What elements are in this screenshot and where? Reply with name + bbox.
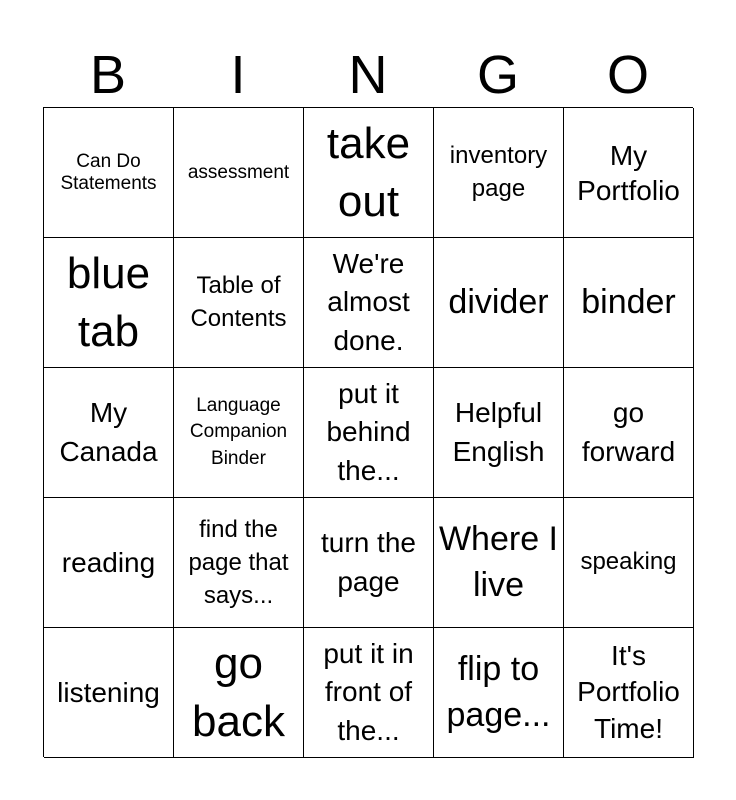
bingo-cell[interactable] [44, 498, 174, 628]
header-letter-n: N [348, 45, 388, 105]
bingo-cell[interactable] [304, 498, 434, 628]
bingo-cell[interactable] [304, 108, 434, 238]
bingo-cell[interactable] [434, 238, 564, 368]
bingo-header [43, 44, 693, 106]
bingo-cell[interactable] [304, 368, 434, 498]
bingo-cell[interactable] [44, 108, 174, 238]
cell-text: My Canada [59, 396, 158, 467]
bingo-cell[interactable] [174, 368, 304, 498]
bingo-cell[interactable] [174, 238, 304, 368]
cell-text: put it in front of the... [323, 637, 414, 746]
header-letter-i: I [230, 45, 246, 105]
bingo-cell[interactable] [564, 628, 694, 758]
cell-text: It's Portfolio Time! [577, 639, 680, 744]
cell-text: binder [581, 283, 676, 322]
header-letter-b: B [89, 45, 127, 105]
bingo-cell[interactable] [44, 628, 174, 758]
cell-text: inventory page [449, 142, 548, 202]
bingo-cell[interactable] [44, 238, 174, 368]
cell-text: assessment [187, 161, 290, 183]
bingo-cell[interactable] [174, 498, 304, 628]
cell-text: go back [192, 639, 285, 746]
bingo-cell[interactable] [564, 498, 694, 628]
bingo-cell[interactable] [564, 368, 694, 498]
bingo-cell[interactable] [564, 238, 694, 368]
header-letter-o: O [606, 45, 649, 105]
bingo-cell[interactable] [434, 368, 564, 498]
cell-text: flip to page... [446, 649, 551, 734]
cell-text: blue tab [66, 249, 151, 356]
cell-text: Can Do Statements [60, 151, 157, 194]
cell-text: Helpful English [452, 396, 545, 467]
cell-text: put it behind the... [326, 377, 411, 486]
bingo-cell[interactable] [174, 108, 304, 238]
bingo-cell[interactable] [174, 628, 304, 758]
bingo-cell[interactable] [564, 108, 694, 238]
cell-text: reading [61, 546, 156, 578]
cell-text: We're almost done. [327, 247, 410, 356]
bingo-board [43, 107, 693, 757]
bingo-cell[interactable] [44, 368, 174, 498]
cell-text: listening [57, 676, 160, 708]
cell-text: take out [326, 119, 411, 226]
bingo-cell[interactable] [434, 108, 564, 238]
bingo-cell[interactable] [434, 498, 564, 628]
bingo-cell[interactable] [304, 628, 434, 758]
cell-text: Language Companion Binder [189, 394, 288, 469]
cell-text: speaking [580, 548, 677, 576]
cell-text: divider [448, 283, 549, 322]
cell-text: find the page that says... [188, 515, 289, 610]
cell-text: go forward [581, 396, 676, 467]
cell-text: turn the page [321, 526, 416, 597]
cell-text: Where I live [438, 519, 559, 604]
header-letter-g: G [476, 45, 519, 105]
bingo-cell[interactable] [304, 238, 434, 368]
bingo-cell[interactable] [434, 628, 564, 758]
cell-text: Table of Contents [190, 272, 287, 332]
cell-text: My Portfolio [577, 139, 680, 206]
